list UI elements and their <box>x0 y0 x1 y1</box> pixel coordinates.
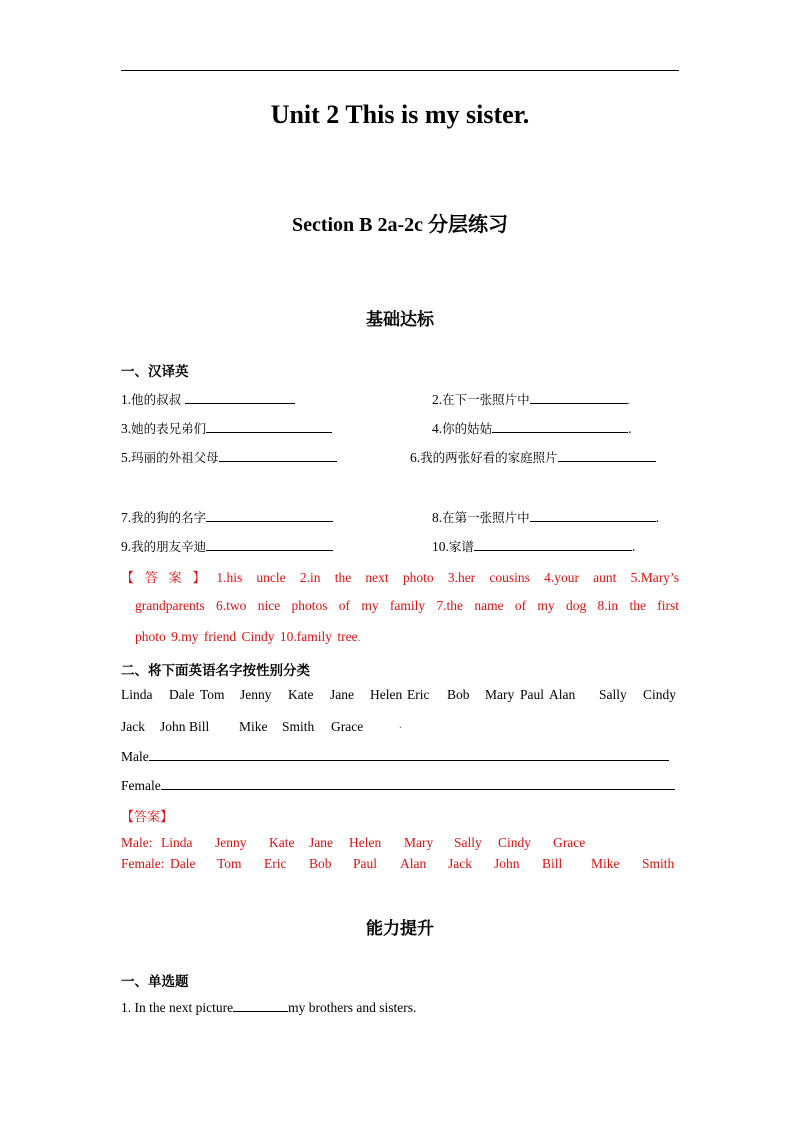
name-word: Jenny <box>240 687 272 702</box>
item-number: 4. <box>432 421 443 436</box>
question-prefix: 1. In the next picture <box>121 1000 234 1015</box>
item-8 <box>432 508 659 526</box>
name-word: Sally <box>454 835 482 850</box>
item-number: 3. <box>121 421 132 436</box>
name-word: Bob <box>447 687 470 702</box>
item-number: 10. <box>432 539 449 554</box>
item-number: 8. <box>432 510 443 525</box>
item-number: 7. <box>121 510 132 525</box>
page-title: Unit 2 This is my sister. <box>270 100 530 129</box>
level1-heading: 基础达标 <box>366 310 434 330</box>
name-word: Kate <box>269 835 295 850</box>
name-word: Mary <box>485 687 515 702</box>
item-number: 2. <box>432 392 443 407</box>
answer-end-mark: . <box>357 632 361 644</box>
name-word: Bob <box>309 856 332 871</box>
answer-text: photo 9.my friend Cindy 10.family tree <box>135 629 358 644</box>
name-word: Helen <box>349 835 382 850</box>
item-end-mark: . <box>655 510 660 525</box>
name-word: Dale <box>169 687 195 702</box>
part1-heading: 一、汉译英 <box>121 364 189 380</box>
item-text: 她的表兄弟们 <box>131 421 207 436</box>
item-5 <box>121 448 337 466</box>
answer-text: 1.his uncle 2.in the next photo 3.her cousins 4.your aunt 5.Mary’s <box>216 570 679 585</box>
name-word: Jane <box>330 687 354 702</box>
name-word: Linda <box>161 835 193 850</box>
part1-answer-line-1 <box>121 567 679 586</box>
name-word: Jenny <box>215 835 247 850</box>
answer-blank[interactable] <box>206 420 332 433</box>
name-word: Jack <box>121 719 145 734</box>
level2-part1-heading: 一、单选题 <box>121 974 189 990</box>
item-3 <box>121 419 332 437</box>
item-end-mark: . <box>631 539 636 554</box>
item-number: 1. <box>121 392 132 407</box>
mc-question-1 <box>121 1000 416 1016</box>
section-subtitle: Section B 2a-2c 分层练习 <box>291 214 509 236</box>
part2-answer-tag: 【答案】 <box>121 810 174 825</box>
name-word: Alan <box>549 687 576 702</box>
item-number: 9. <box>121 539 132 554</box>
male-answer-label: Male: <box>121 835 153 850</box>
name-word: Sally <box>599 687 627 702</box>
answer-blank[interactable] <box>185 391 295 404</box>
male-row <box>121 748 669 765</box>
name-word: Bill <box>542 856 563 871</box>
part2-heading: 二、将下面英语名字按性别分类 <box>121 663 310 679</box>
name-word: Helen <box>370 687 403 702</box>
name-word: Bill <box>189 719 210 734</box>
name-word: Mike <box>591 856 620 871</box>
name-word: Grace <box>553 835 586 850</box>
answer-blank[interactable] <box>206 538 333 551</box>
female-answer-label: Female: <box>121 856 165 871</box>
female-answer-blank[interactable] <box>161 777 675 790</box>
item-text: 你的姑姑 <box>442 421 493 436</box>
item-text: 在第一张照片中 <box>442 510 530 525</box>
item-end-mark: . <box>628 421 632 436</box>
header-rule <box>121 70 679 71</box>
name-word: Tom <box>200 687 225 702</box>
male-answer-blank[interactable] <box>149 748 669 761</box>
answer-blank[interactable] <box>492 420 628 433</box>
item-text: 他的叔叔 <box>131 392 182 407</box>
name-word: Paul <box>353 856 378 871</box>
name-word: Kate <box>288 687 314 702</box>
item-1 <box>121 390 295 408</box>
name-word: Paul <box>520 687 545 702</box>
question-suffix: my brothers and sisters. <box>288 1000 417 1015</box>
answer-tag: 【答案】 <box>121 571 217 586</box>
name-word: Cindy <box>498 835 532 850</box>
question-blank[interactable] <box>233 1001 288 1012</box>
answer-blank[interactable] <box>206 509 333 522</box>
answer-blank[interactable] <box>530 509 656 522</box>
item-end-mark: . <box>627 395 631 407</box>
item-text: 玛丽的外祖父母 <box>131 450 219 465</box>
item-10 <box>432 537 635 555</box>
name-word: John <box>160 719 186 734</box>
name-word: Tom <box>217 856 242 871</box>
answer-blank[interactable] <box>530 391 628 404</box>
name-word: Grace <box>331 719 364 734</box>
name-word: Cindy <box>643 687 677 702</box>
item-number: 5. <box>121 450 132 465</box>
answer-blank[interactable] <box>558 449 656 462</box>
line-end-mark: . <box>399 719 402 731</box>
item-6 <box>410 448 656 466</box>
part1-answer-line-2: grandparents 6.two nice photos of my family 7.the name of my dog 8.in the first <box>135 598 679 613</box>
name-word: Jack <box>448 856 472 871</box>
name-word: Smith <box>282 719 315 734</box>
item-text: 我的狗的名字 <box>131 510 207 525</box>
name-word: Eric <box>407 687 430 702</box>
item-text: 我的朋友辛迪 <box>131 539 207 554</box>
name-word: Linda <box>121 687 153 702</box>
item-2 <box>432 390 630 408</box>
level2-heading: 能力提升 <box>366 919 434 939</box>
item-4 <box>432 419 632 437</box>
name-word: Dale <box>170 856 196 871</box>
part1-answer-line-3 <box>135 629 693 645</box>
name-word: Mike <box>239 719 268 734</box>
item-7 <box>121 508 333 526</box>
name-word: Eric <box>264 856 287 871</box>
answer-blank[interactable] <box>219 449 337 462</box>
item-text: 我的两张好看的家庭照片 <box>420 450 558 465</box>
name-word: Alan <box>400 856 427 871</box>
item-number: 6. <box>410 450 421 465</box>
item-text: 在下一张照片中 <box>442 392 530 407</box>
item-9 <box>121 537 333 555</box>
female-label: Female <box>121 778 161 793</box>
name-word: Jane <box>309 835 333 850</box>
item-text: 家谱 <box>448 539 474 554</box>
name-word: Mary <box>404 835 434 850</box>
name-word: Smith <box>642 856 675 871</box>
female-row <box>121 777 675 794</box>
male-label: Male <box>121 749 149 764</box>
answer-blank[interactable] <box>474 538 632 551</box>
name-word: John <box>494 856 520 871</box>
